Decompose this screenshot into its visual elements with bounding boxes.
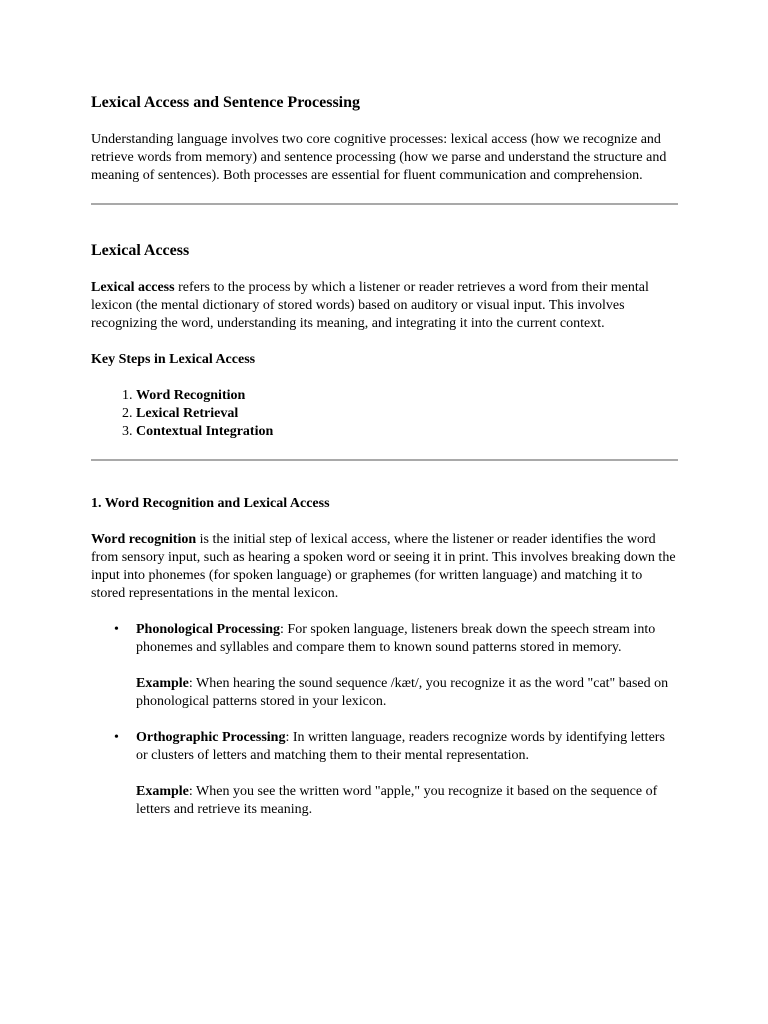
- lexical-access-term: Lexical access: [91, 280, 175, 295]
- word-recognition-term: Word recognition: [91, 532, 197, 547]
- bullet-icon: •: [114, 622, 119, 637]
- bullet-term: Orthographic Processing: [136, 730, 286, 745]
- example-text: [136, 783, 678, 819]
- section-divider: [91, 203, 678, 205]
- processing-list: [91, 621, 678, 819]
- document-title: Lexical Access and Sentence Processing: [91, 94, 361, 111]
- word-recognition-definition: [91, 531, 678, 603]
- list-item: 3. Contextual Integration: [136, 423, 678, 441]
- bullet-text: [136, 621, 678, 657]
- bullet-description: : For spoken language, listeners break down the speech stream into phonemes and syllables and compare them to known sound patterns stored in memory.: [136, 622, 656, 655]
- word-recognition-heading: 1. Word Recognition and Lexical Access: [91, 496, 330, 511]
- example-label: Example: [136, 784, 189, 799]
- bullet-term: Phonological Processing: [136, 622, 281, 637]
- key-steps-heading: Key Steps in Lexical Access: [91, 352, 256, 367]
- lexical-access-definition: [91, 279, 678, 333]
- bullet-description: : In written language, readers recognize words by identifying letters or clusters of letters and matching them to their mental representation.: [136, 730, 665, 763]
- example-description: : When hearing the sound sequence /kæt/, you recognize it as the word "cat" based on phonological patterns stored in your lexicon.: [136, 676, 669, 709]
- bullet-icon: •: [114, 730, 119, 745]
- example-text: [136, 675, 678, 711]
- section-divider: [91, 459, 678, 461]
- example-description: : When you see the written word "apple," you recognize it based on the sequence of letters and retrieve its meaning.: [136, 784, 658, 817]
- lexical-access-heading: Lexical Access: [91, 242, 190, 259]
- bullet-text: [136, 729, 678, 765]
- word-recognition-definition-text: is the initial step of lexical access, where the listener or reader identifies the word from sensory input, such as hearing a spoken word or seeing it in print. This involves breaking down the input into phonemes (for spoken language) or graphemes (for written language) and matching it to stored representations in the mental lexicon.: [91, 532, 676, 601]
- key-steps-list: [91, 387, 678, 441]
- intro-paragraph: Understanding language involves two core cognitive processes: lexical access (how we recognize and retrieve words from memory) and sentence processing (how we parse and understand the structure and meaning of sentences). Both processes are essential for fluent communication and comprehension.: [91, 132, 667, 183]
- lexical-access-definition-text: refers to the process by which a listener or reader retrieves a word from their mental lexicon (the mental dictionary of stored words) based on auditory or visual input. This involves recognizing the word, understanding its meaning, and integrating it into the current context.: [91, 280, 649, 331]
- list-item: 1. Word Recognition: [136, 387, 678, 405]
- list-item: [114, 729, 678, 819]
- list-item: 2. Lexical Retrieval: [136, 405, 678, 423]
- example-label: Example: [136, 676, 189, 691]
- list-item: [114, 621, 678, 711]
